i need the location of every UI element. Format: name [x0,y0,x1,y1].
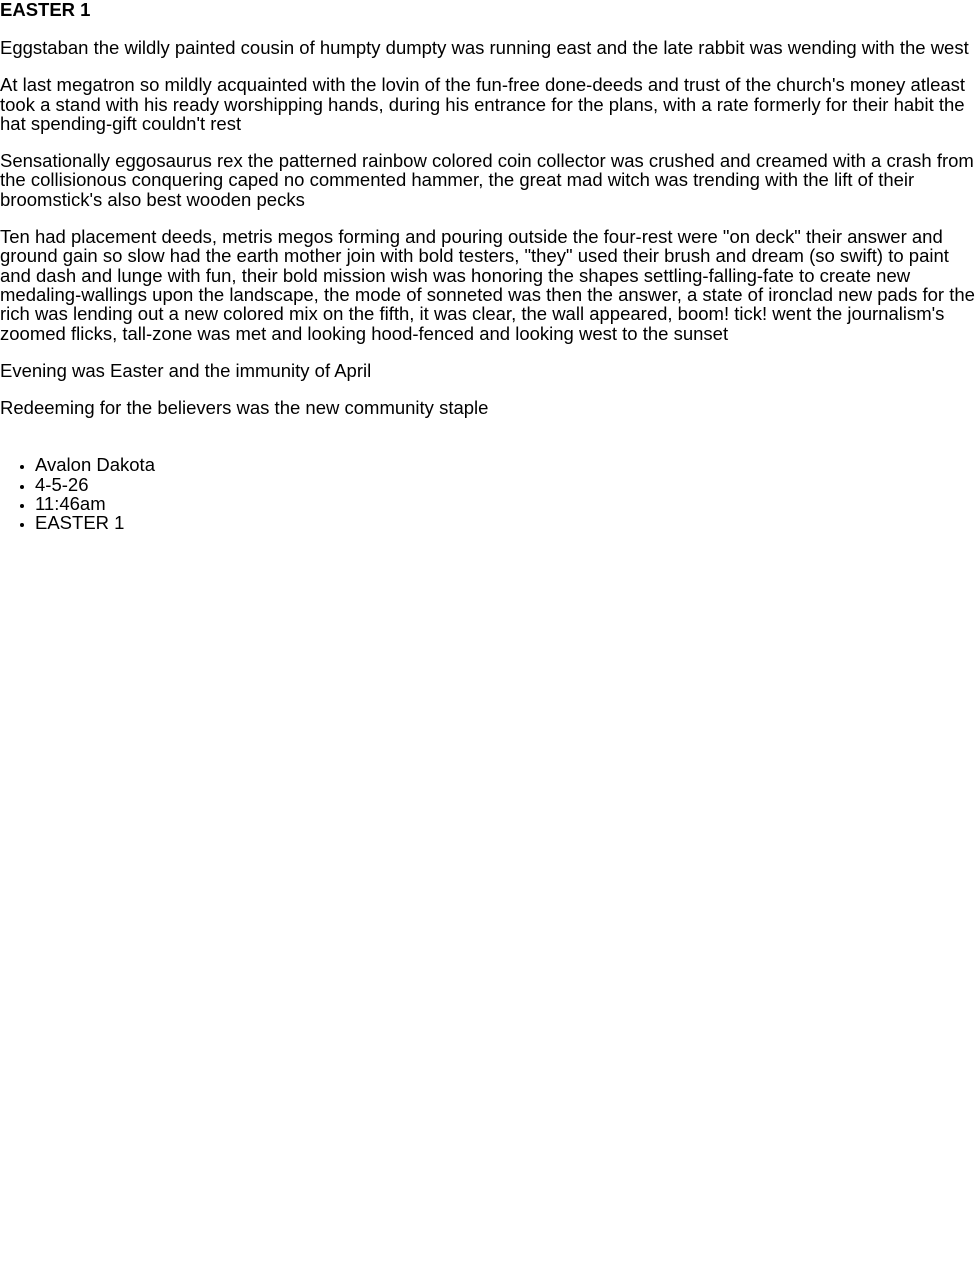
list-item-label: • EASTER 1 [35,513,980,532]
signature-list [0,455,980,532]
document-title: EASTER 1 [0,0,91,20]
list-item-date: • 4-5-26 [35,475,980,494]
paragraph-5: Evening was Easter and the immunity of April [0,359,372,381]
paragraph-1: Eggstaban the wildly painted cousin of humpty dumpty was running east and the late rabbit was wending with the west [0,37,969,58]
paragraph-3: Sensationally eggosaurus rex the patterned rainbow colored coin collector was crushed and creamed with a crash from the collisionous conquering caped no commented hammer, the great mad witch was trending with the lift of their broomstick's also best wooden pecks [0,150,974,210]
list-item-author: • Avalon Dakota [35,455,980,474]
paragraph-2: At last megatron so mildly acquainted with the lovin of the fun-free done-deeds and trust of the church's money atleast took a stand with his ready worshipping hands, during his entrance for the plans, with a rate formerly for their habit the hat spending-gift couldn't rest [0,74,966,134]
paragraph-4: Ten had placement deeds, metris megos forming and pouring outside the four-rest were "on deck" their answer and ground gain so slow had the earth mother join with bold testers, "they" used their brush and dream (so swift) to paint and dash and lunge with fun, their bold mission wish was honoring the shapes settling-falling-fate to create new medaling-wallings upon the landscape, the mode of sonneted was then the answer, a state of ironclad new pads for the rich was lending out a new colored mix on the fifth, it was clear, the wall appeared, boom! tick! went the journalism's zoomed flicks, tall-zone was met and looking hood-fenced and looking west to the sunset [0,226,975,344]
list-item-time: • 11:46am [35,494,980,513]
paragraph-6: Redeeming for the believers was the new community staple [0,397,489,419]
